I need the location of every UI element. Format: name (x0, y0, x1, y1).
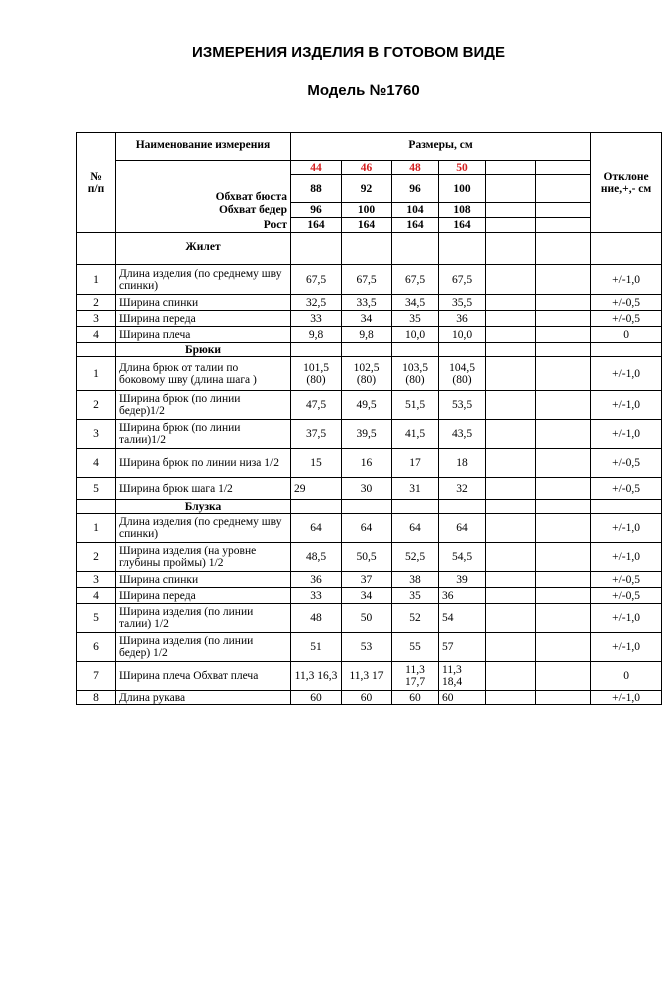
size-value: 31 (392, 478, 439, 500)
bust-value: 96 (392, 175, 439, 203)
deviation-value: +/-0,5 (591, 572, 662, 588)
size-value: 101,5 (80) (291, 357, 342, 391)
empty-cell (486, 572, 536, 588)
section-empty (291, 233, 342, 265)
size-value: 67,5 (291, 265, 342, 295)
size-value: 60 (392, 691, 439, 705)
table-row (77, 449, 662, 478)
deviation-value: +/-1,0 (591, 420, 662, 449)
table-row (77, 543, 662, 572)
document-title: ИЗМЕРЕНИЯ ИЗДЕЛИЯ В ГОТОВОМ ВИДЕ (192, 44, 505, 61)
deviation-value: +/-1,0 (591, 633, 662, 662)
measurement-name: Ширина спинки (116, 572, 291, 588)
size-value: 104,5 (80) (439, 357, 486, 391)
size-value: 34 (342, 588, 392, 604)
row-number: 6 (77, 633, 116, 662)
size-value: 17 (392, 449, 439, 478)
size-value: 36 (291, 572, 342, 588)
height-value: 164 (439, 218, 486, 233)
row-number: 5 (77, 604, 116, 633)
row-number: 1 (77, 357, 116, 391)
section-empty (77, 233, 116, 265)
row-number: 2 (77, 391, 116, 420)
size-value: 53 (342, 633, 392, 662)
table-row (77, 311, 662, 327)
row-number: 4 (77, 327, 116, 343)
table-row (77, 478, 662, 500)
section-empty (392, 500, 439, 514)
empty-cell (536, 420, 591, 449)
size-value: 51,5 (392, 391, 439, 420)
size-value: 67,5 (342, 265, 392, 295)
size-value: 41,5 (392, 420, 439, 449)
table-row (77, 691, 662, 705)
measurement-name: Длина брюк от талии по боковому шву (длина шага ) (116, 357, 291, 391)
measurement-name: Ширина брюк (по линии бедер)1/2 (116, 391, 291, 420)
deviation-value: +/-1,0 (591, 514, 662, 543)
model-title: Модель №1760 (307, 82, 420, 99)
empty-cell (486, 327, 536, 343)
empty-cell (486, 311, 536, 327)
deviation-value: +/-1,0 (591, 543, 662, 572)
size-value: 53,5 (439, 391, 486, 420)
size-value: 54,5 (439, 543, 486, 572)
empty-cell (536, 604, 591, 633)
empty-cell (536, 588, 591, 604)
deviation-value: +/-0,5 (591, 449, 662, 478)
table-row (77, 604, 662, 633)
section-empty (291, 343, 342, 357)
size-value: 37,5 (291, 420, 342, 449)
hips-empty (486, 203, 536, 218)
size-value: 64 (392, 514, 439, 543)
size-value: 39,5 (342, 420, 392, 449)
row-number: 8 (77, 691, 116, 705)
section-empty (591, 500, 662, 514)
table-row (77, 391, 662, 420)
hips-value: 104 (392, 203, 439, 218)
deviation-value: +/-0,5 (591, 295, 662, 311)
size-value: 39 (439, 572, 486, 588)
header-name: Наименование измерения (116, 133, 291, 161)
empty-cell (536, 327, 591, 343)
size-44: 44 (291, 161, 342, 175)
measurement-name: Ширина переда (116, 311, 291, 327)
size-value: 103,5 (80) (392, 357, 439, 391)
empty-cell (536, 295, 591, 311)
empty-cell (536, 391, 591, 420)
size-value: 38 (392, 572, 439, 588)
height-empty (536, 218, 591, 233)
header-sizes: Размеры, см (291, 133, 591, 161)
row-number: 3 (77, 420, 116, 449)
section-empty (591, 343, 662, 357)
empty-cell (486, 391, 536, 420)
empty-cell (536, 543, 591, 572)
empty-cell (536, 478, 591, 500)
deviation-value: +/-1,0 (591, 357, 662, 391)
size-value: 34,5 (392, 295, 439, 311)
measurement-name: Ширина переда (116, 588, 291, 604)
size-value: 64 (291, 514, 342, 543)
empty-cell (536, 691, 591, 705)
height-empty (486, 218, 536, 233)
size-48: 48 (392, 161, 439, 175)
section-title: Жилет (116, 233, 291, 265)
size-value: 36 (439, 588, 486, 604)
size-value: 11,3 17 (342, 662, 392, 691)
row-number: 1 (77, 514, 116, 543)
measurement-name: Ширина спинки (116, 295, 291, 311)
size-value: 11,3 16,3 (291, 662, 342, 691)
size-46: 46 (342, 161, 392, 175)
bust-empty (486, 175, 536, 203)
table-row (77, 420, 662, 449)
measurements-table (76, 132, 662, 705)
row-number: 2 (77, 295, 116, 311)
size-value: 10,0 (439, 327, 486, 343)
size-value: 35 (392, 588, 439, 604)
size-value: 67,5 (439, 265, 486, 295)
bust-value: 92 (342, 175, 392, 203)
hips-empty (536, 203, 591, 218)
table-row (77, 265, 662, 295)
size-value: 9,8 (291, 327, 342, 343)
size-value: 48,5 (291, 543, 342, 572)
empty-cell (536, 633, 591, 662)
size-value: 33 (291, 311, 342, 327)
section-header-row (77, 233, 662, 265)
table-row (77, 357, 662, 391)
size-value: 60 (439, 691, 486, 705)
measurement-name: Длина изделия (по среднему шву спинки) (116, 265, 291, 295)
size-value: 16 (342, 449, 392, 478)
size-value: 57 (439, 633, 486, 662)
empty-cell (536, 449, 591, 478)
size-value: 11,3 17,7 (392, 662, 439, 691)
height-value: 164 (291, 218, 342, 233)
empty-cell (486, 543, 536, 572)
row-number: 4 (77, 449, 116, 478)
deviation-value: +/-1,0 (591, 604, 662, 633)
section-header-row (77, 500, 662, 514)
size-value: 43,5 (439, 420, 486, 449)
bust-label: Обхват бюста (116, 161, 291, 203)
size-value: 60 (291, 691, 342, 705)
section-empty (486, 233, 536, 265)
size-value: 30 (342, 478, 392, 500)
size-value: 11,3 18,4 (439, 662, 486, 691)
empty-cell (536, 572, 591, 588)
size-value: 10,0 (392, 327, 439, 343)
measurement-name: Длина рукава (116, 691, 291, 705)
deviation-value: +/-0,5 (591, 311, 662, 327)
section-empty (291, 500, 342, 514)
empty-cell (486, 691, 536, 705)
section-empty (77, 500, 116, 514)
table-row (77, 295, 662, 311)
measurement-name: Ширина изделия (по линии бедер) 1/2 (116, 633, 291, 662)
deviation-value: +/-0,5 (591, 478, 662, 500)
empty-cell (536, 662, 591, 691)
bust-empty (536, 175, 591, 203)
deviation-value: +/-1,0 (591, 691, 662, 705)
size-value: 52,5 (392, 543, 439, 572)
height-label: Рост (116, 218, 291, 233)
measurement-name: Ширина брюк шага 1/2 (116, 478, 291, 500)
table-row (77, 327, 662, 343)
measurement-name: Ширина плеча (116, 327, 291, 343)
size-value: 48 (291, 604, 342, 633)
empty-cell (486, 265, 536, 295)
size-value: 55 (392, 633, 439, 662)
section-empty (439, 233, 486, 265)
row-number: 5 (77, 478, 116, 500)
empty-cell (486, 478, 536, 500)
empty-cell (486, 588, 536, 604)
header-number: № п/п (77, 133, 116, 233)
section-empty (392, 343, 439, 357)
table-row (77, 633, 662, 662)
row-number: 7 (77, 662, 116, 691)
size-value: 35 (392, 311, 439, 327)
measurement-name: Ширина брюк по линии низа 1/2 (116, 449, 291, 478)
row-number: 3 (77, 311, 116, 327)
section-empty (342, 343, 392, 357)
section-title: Блузка (116, 500, 291, 514)
section-empty (77, 343, 116, 357)
size-value: 51 (291, 633, 342, 662)
deviation-value: +/-1,0 (591, 391, 662, 420)
table-row (77, 662, 662, 691)
height-value: 164 (392, 218, 439, 233)
section-empty (486, 343, 536, 357)
measurement-name: Ширина изделия (на уровне глубины проймы) 1/2 (116, 543, 291, 572)
empty-cell (486, 357, 536, 391)
measurement-name: Ширина плеча Обхват плеча (116, 662, 291, 691)
empty-cell (486, 420, 536, 449)
empty-cell (486, 449, 536, 478)
size-value: 64 (342, 514, 392, 543)
section-empty (536, 233, 591, 265)
row-number: 1 (77, 265, 116, 295)
size-value: 102,5 (80) (342, 357, 392, 391)
hips-label: Обхват бедер (116, 203, 291, 218)
size-value: 35,5 (439, 295, 486, 311)
empty-cell (536, 311, 591, 327)
hips-value: 100 (342, 203, 392, 218)
section-empty (536, 500, 591, 514)
empty-cell (486, 604, 536, 633)
size-value: 36 (439, 311, 486, 327)
size-value: 47,5 (291, 391, 342, 420)
size-value: 50 (342, 604, 392, 633)
empty-cell (536, 265, 591, 295)
size-value: 33,5 (342, 295, 392, 311)
size-value: 54 (439, 604, 486, 633)
table-row (77, 588, 662, 604)
section-title: Брюки (116, 343, 291, 357)
measurement-name: Ширина изделия (по линии талии) 1/2 (116, 604, 291, 633)
size-value: 37 (342, 572, 392, 588)
deviation-value: +/-1,0 (591, 265, 662, 295)
size-value: 18 (439, 449, 486, 478)
section-empty (439, 500, 486, 514)
size-value: 49,5 (342, 391, 392, 420)
deviation-value: 0 (591, 662, 662, 691)
section-empty (486, 500, 536, 514)
section-empty (342, 233, 392, 265)
size-empty (486, 161, 536, 175)
size-value: 50,5 (342, 543, 392, 572)
deviation-value: 0 (591, 327, 662, 343)
size-value: 32,5 (291, 295, 342, 311)
measurement-name: Ширина брюк (по линии талии)1/2 (116, 420, 291, 449)
bust-value: 88 (291, 175, 342, 203)
empty-cell (486, 633, 536, 662)
section-empty (536, 343, 591, 357)
size-empty (536, 161, 591, 175)
size-value: 67,5 (392, 265, 439, 295)
table-row (77, 572, 662, 588)
section-empty (439, 343, 486, 357)
empty-cell (486, 662, 536, 691)
size-value: 29 (291, 478, 342, 500)
section-header-row (77, 343, 662, 357)
header-deviation: Отклоне ние,+,- см (591, 133, 662, 233)
section-empty (342, 500, 392, 514)
bust-value: 100 (439, 175, 486, 203)
measurement-name: Длина изделия (по среднему шву спинки) (116, 514, 291, 543)
section-empty (591, 233, 662, 265)
deviation-value: +/-0,5 (591, 588, 662, 604)
empty-cell (536, 514, 591, 543)
size-value: 60 (342, 691, 392, 705)
row-number: 2 (77, 543, 116, 572)
section-empty (392, 233, 439, 265)
hips-value: 96 (291, 203, 342, 218)
size-value: 32 (439, 478, 486, 500)
empty-cell (486, 514, 536, 543)
table-row (77, 514, 662, 543)
size-value: 52 (392, 604, 439, 633)
row-number: 3 (77, 572, 116, 588)
size-value: 33 (291, 588, 342, 604)
size-value: 9,8 (342, 327, 392, 343)
empty-cell (536, 357, 591, 391)
size-value: 15 (291, 449, 342, 478)
size-value: 64 (439, 514, 486, 543)
size-value: 34 (342, 311, 392, 327)
height-value: 164 (342, 218, 392, 233)
size-50: 50 (439, 161, 486, 175)
hips-value: 108 (439, 203, 486, 218)
empty-cell (486, 295, 536, 311)
row-number: 4 (77, 588, 116, 604)
